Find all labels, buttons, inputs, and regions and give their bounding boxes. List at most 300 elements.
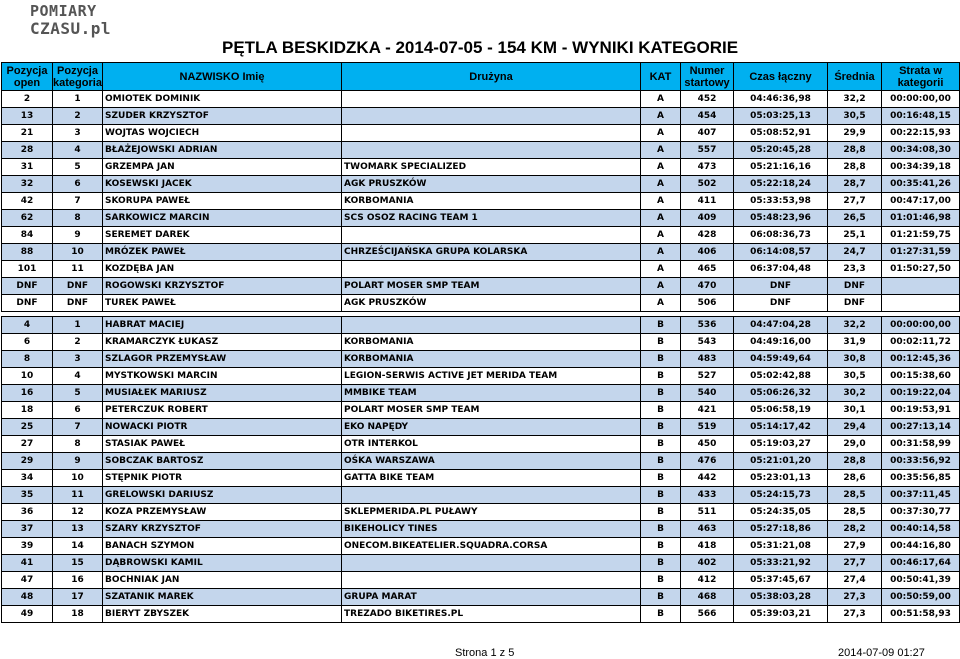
cell-category-gap <box>882 295 960 312</box>
cell-team: OTR INTERKOL <box>342 436 641 453</box>
cell-name: HABRAT MACIEJ <box>103 317 342 334</box>
cell-team: KORBOMANIA <box>342 351 641 368</box>
table-row <box>2 504 960 521</box>
cell-open-position: 37 <box>2 521 53 538</box>
cell-name: SKORUPA PAWEŁ <box>103 193 342 210</box>
cell-total-time: 05:33:53,98 <box>734 193 828 210</box>
cell-open-position: 35 <box>2 487 53 504</box>
cell-name: GRZEMPA JAN <box>103 159 342 176</box>
print-datetime: 2014-07-09 01:27 <box>838 647 925 659</box>
cell-category-position: 11 <box>53 487 103 504</box>
cell-start-number: 483 <box>681 351 734 368</box>
cell-category-position: 5 <box>53 385 103 402</box>
cell-category-gap: 00:50:59,00 <box>882 589 960 606</box>
cell-category: B <box>641 436 681 453</box>
cell-name: GRELOWSKI DARIUSZ <box>103 487 342 504</box>
cell-average-speed: 28,5 <box>828 487 882 504</box>
cell-category: B <box>641 487 681 504</box>
cell-team: MMBIKE TEAM <box>342 385 641 402</box>
table-row <box>2 159 960 176</box>
cell-category-position: 1 <box>53 91 103 108</box>
cell-open-position: 47 <box>2 572 53 589</box>
cell-name: STASIAK PAWEŁ <box>103 436 342 453</box>
cell-category-position: 11 <box>53 261 103 278</box>
cell-category-gap: 00:35:56,85 <box>882 470 960 487</box>
cell-name: BANACH SZYMON <box>103 538 342 555</box>
cell-total-time: 04:47:04,28 <box>734 317 828 334</box>
cell-start-number: 452 <box>681 91 734 108</box>
cell-total-time: 05:23:01,13 <box>734 470 828 487</box>
cell-open-position: 84 <box>2 227 53 244</box>
cell-start-number: 465 <box>681 261 734 278</box>
cell-total-time: 05:20:45,28 <box>734 142 828 159</box>
cell-name: ROGOWSKI KRZYSZTOF <box>103 278 342 295</box>
cell-start-number: 468 <box>681 589 734 606</box>
cell-category: B <box>641 368 681 385</box>
cell-category-gap <box>882 278 960 295</box>
cell-total-time: 05:39:03,21 <box>734 606 828 623</box>
cell-team <box>342 125 641 142</box>
cell-category-position: 9 <box>53 227 103 244</box>
cell-average-speed: 29,0 <box>828 436 882 453</box>
cell-start-number: 476 <box>681 453 734 470</box>
cell-category: B <box>641 385 681 402</box>
table-row <box>2 210 960 227</box>
cell-category: B <box>641 317 681 334</box>
cell-open-position: 4 <box>2 317 53 334</box>
cell-team <box>342 555 641 572</box>
table-row <box>2 538 960 555</box>
cell-category-gap: 00:19:53,91 <box>882 402 960 419</box>
cell-open-position: 6 <box>2 334 53 351</box>
table-row <box>2 521 960 538</box>
cell-total-time: 05:38:03,28 <box>734 589 828 606</box>
cell-category-gap: 00:00:00,00 <box>882 91 960 108</box>
cell-category-gap: 00:40:14,58 <box>882 521 960 538</box>
cell-total-time: 05:24:15,73 <box>734 487 828 504</box>
table-row <box>2 555 960 572</box>
cell-name: KOSEWSKI JACEK <box>103 176 342 193</box>
cell-team <box>342 91 641 108</box>
logo-line-2: CZASU.pl <box>30 19 112 38</box>
cell-average-speed: 31,9 <box>828 334 882 351</box>
cell-category-gap: 00:50:41,39 <box>882 572 960 589</box>
cell-start-number: 506 <box>681 295 734 312</box>
table-row <box>2 470 960 487</box>
cell-start-number: 473 <box>681 159 734 176</box>
cell-name: SZATANIK MAREK <box>103 589 342 606</box>
table-row <box>2 572 960 589</box>
cell-category-position: 4 <box>53 368 103 385</box>
cell-category-position: 2 <box>53 108 103 125</box>
cell-start-number: 402 <box>681 555 734 572</box>
cell-average-speed: 30,5 <box>828 108 882 125</box>
cell-category-position: 13 <box>53 521 103 538</box>
cell-category: B <box>641 402 681 419</box>
cell-name: MRÓZEK PAWEŁ <box>103 244 342 261</box>
cell-name: MYSTKOWSKI MARCIN <box>103 368 342 385</box>
header-category-position: Pozycja kategoria <box>53 64 102 89</box>
cell-total-time: 06:37:04,48 <box>734 261 828 278</box>
cell-average-speed: 27,4 <box>828 572 882 589</box>
cell-total-time: 06:08:36,73 <box>734 227 828 244</box>
cell-category-position: 1 <box>53 317 103 334</box>
cell-category-gap: 00:00:00,00 <box>882 317 960 334</box>
table-row <box>2 436 960 453</box>
table-row <box>2 419 960 436</box>
cell-start-number: 442 <box>681 470 734 487</box>
cell-average-speed: 25,1 <box>828 227 882 244</box>
cell-team <box>342 142 641 159</box>
cell-total-time: 05:33:21,92 <box>734 555 828 572</box>
header-total-time: Czas łączny <box>734 63 828 91</box>
cell-open-position: 16 <box>2 385 53 402</box>
cell-category: A <box>641 227 681 244</box>
cell-start-number: 557 <box>681 142 734 159</box>
cell-total-time: 06:14:08,57 <box>734 244 828 261</box>
cell-name: OMIOTEK DOMINIK <box>103 91 342 108</box>
cell-total-time: 05:14:17,42 <box>734 419 828 436</box>
cell-team: OŚKA WARSZAWA <box>342 453 641 470</box>
cell-category-gap: 00:46:17,64 <box>882 555 960 572</box>
cell-open-position: 101 <box>2 261 53 278</box>
cell-team: LEGION-SERWIS ACTIVE JET MERIDA TEAM <box>342 368 641 385</box>
cell-average-speed: 27,3 <box>828 589 882 606</box>
cell-category: B <box>641 572 681 589</box>
cell-name: KRAMARCZYK ŁUKASZ <box>103 334 342 351</box>
cell-category: B <box>641 351 681 368</box>
cell-average-speed: 26,5 <box>828 210 882 227</box>
cell-open-position: 41 <box>2 555 53 572</box>
cell-open-position: 18 <box>2 402 53 419</box>
results-table <box>1 62 960 623</box>
cell-category: B <box>641 606 681 623</box>
cell-name: SOBCZAK BARTOSZ <box>103 453 342 470</box>
cell-name: SZARY KRZYSZTOF <box>103 521 342 538</box>
cell-open-position: 29 <box>2 453 53 470</box>
cell-category-gap: 00:33:56,92 <box>882 453 960 470</box>
cell-total-time: 05:06:26,32 <box>734 385 828 402</box>
table-row <box>2 193 960 210</box>
cell-team: POLART MOSER SMP TEAM <box>342 402 641 419</box>
cell-start-number: 463 <box>681 521 734 538</box>
cell-team <box>342 487 641 504</box>
cell-name: SEREMET DAREK <box>103 227 342 244</box>
cell-category-gap: 00:34:39,18 <box>882 159 960 176</box>
cell-start-number: 527 <box>681 368 734 385</box>
cell-category: A <box>641 210 681 227</box>
cell-total-time: 05:37:45,67 <box>734 572 828 589</box>
cell-category-position: 8 <box>53 436 103 453</box>
cell-open-position: 8 <box>2 351 53 368</box>
cell-category: B <box>641 555 681 572</box>
cell-average-speed: 30,8 <box>828 351 882 368</box>
cell-category-gap: 00:44:16,80 <box>882 538 960 555</box>
cell-start-number: 450 <box>681 436 734 453</box>
cell-start-number: 566 <box>681 606 734 623</box>
cell-team <box>342 261 641 278</box>
cell-category: A <box>641 142 681 159</box>
cell-start-number: 409 <box>681 210 734 227</box>
cell-team: AGK PRUSZKÓW <box>342 295 641 312</box>
cell-category-gap: 01:50:27,50 <box>882 261 960 278</box>
table-row <box>2 351 960 368</box>
cell-open-position: 88 <box>2 244 53 261</box>
cell-category-position: 6 <box>53 176 103 193</box>
cell-open-position: 42 <box>2 193 53 210</box>
cell-average-speed: 28,8 <box>828 453 882 470</box>
cell-category-position: 3 <box>53 351 103 368</box>
cell-category-position: 10 <box>53 244 103 261</box>
cell-open-position: DNF <box>2 278 53 295</box>
cell-category-position: 16 <box>53 572 103 589</box>
header-start-number: Numer startowy <box>681 63 734 91</box>
cell-open-position: 34 <box>2 470 53 487</box>
cell-category-gap: 00:27:13,14 <box>882 419 960 436</box>
cell-team: CHRZEŚCIJAŃSKA GRUPA KOLARSKA <box>342 244 641 261</box>
cell-start-number: 418 <box>681 538 734 555</box>
table-row <box>2 402 960 419</box>
cell-open-position: 28 <box>2 142 53 159</box>
cell-start-number: 540 <box>681 385 734 402</box>
cell-average-speed: 30,5 <box>828 368 882 385</box>
cell-open-position: 25 <box>2 419 53 436</box>
cell-category-gap: 00:34:08,30 <box>882 142 960 159</box>
cell-team: BIKEHOLICY TINES <box>342 521 641 538</box>
table-row <box>2 142 960 159</box>
cell-category-position: 7 <box>53 193 103 210</box>
cell-name: SARKOWICZ MARCIN <box>103 210 342 227</box>
cell-category-gap: 01:01:46,98 <box>882 210 960 227</box>
cell-start-number: 519 <box>681 419 734 436</box>
cell-category: A <box>641 244 681 261</box>
cell-average-speed: 28,5 <box>828 504 882 521</box>
cell-category-position: 14 <box>53 538 103 555</box>
table-row <box>2 91 960 108</box>
table-row <box>2 227 960 244</box>
cell-open-position: 62 <box>2 210 53 227</box>
cell-average-speed: DNF <box>828 295 882 312</box>
cell-open-position: 10 <box>2 368 53 385</box>
cell-name: MUSIAŁEK MARIUSZ <box>103 385 342 402</box>
cell-team: POLART MOSER SMP TEAM <box>342 278 641 295</box>
cell-total-time: 05:08:52,91 <box>734 125 828 142</box>
cell-open-position: 13 <box>2 108 53 125</box>
cell-name: KOZDĘBA JAN <box>103 261 342 278</box>
cell-category-position: 12 <box>53 504 103 521</box>
cell-open-position: 21 <box>2 125 53 142</box>
cell-open-position: 2 <box>2 91 53 108</box>
cell-total-time: 05:21:16,16 <box>734 159 828 176</box>
header-team: Drużyna <box>342 63 641 91</box>
cell-average-speed: 24,7 <box>828 244 882 261</box>
cell-open-position: 32 <box>2 176 53 193</box>
cell-category: A <box>641 91 681 108</box>
cell-category-gap: 00:31:58,99 <box>882 436 960 453</box>
cell-name: SZLAGOR PRZEMYSŁAW <box>103 351 342 368</box>
cell-name: BŁAŻEJOWSKI ADRIAN <box>103 142 342 159</box>
cell-open-position: 39 <box>2 538 53 555</box>
cell-category: A <box>641 108 681 125</box>
cell-name: BOCHNIAK JAN <box>103 572 342 589</box>
cell-team: GRUPA MARAT <box>342 589 641 606</box>
cell-category-gap: 01:21:59,75 <box>882 227 960 244</box>
cell-average-speed: 28,8 <box>828 159 882 176</box>
cell-open-position: 36 <box>2 504 53 521</box>
cell-category: A <box>641 295 681 312</box>
cell-category: A <box>641 125 681 142</box>
cell-average-speed: DNF <box>828 278 882 295</box>
cell-average-speed: 32,2 <box>828 91 882 108</box>
cell-category: B <box>641 521 681 538</box>
cell-average-speed: 27,9 <box>828 538 882 555</box>
cell-open-position: 49 <box>2 606 53 623</box>
table-row <box>2 261 960 278</box>
cell-name: PETERCZUK ROBERT <box>103 402 342 419</box>
cell-category-gap: 00:35:41,26 <box>882 176 960 193</box>
cell-category-gap: 00:22:15,93 <box>882 125 960 142</box>
cell-category-gap: 00:47:17,00 <box>882 193 960 210</box>
cell-average-speed: 29,4 <box>828 419 882 436</box>
cell-category-position: 15 <box>53 555 103 572</box>
cell-category-position: 3 <box>53 125 103 142</box>
cell-category-gap: 00:37:30,77 <box>882 504 960 521</box>
cell-total-time: DNF <box>734 295 828 312</box>
cell-open-position: 31 <box>2 159 53 176</box>
cell-average-speed: 27,3 <box>828 606 882 623</box>
cell-category-position: DNF <box>53 295 103 312</box>
table-row <box>2 385 960 402</box>
cell-start-number: 407 <box>681 125 734 142</box>
cell-start-number: 412 <box>681 572 734 589</box>
cell-team <box>342 317 641 334</box>
cell-category-position: 9 <box>53 453 103 470</box>
cell-team: EKO NAPĘDY <box>342 419 641 436</box>
cell-category-gap: 00:51:58,93 <box>882 606 960 623</box>
cell-category: B <box>641 470 681 487</box>
cell-team: ONECOM.BIKEATELIER.SQUADRA.CORSA <box>342 538 641 555</box>
cell-open-position: 48 <box>2 589 53 606</box>
cell-open-position: DNF <box>2 295 53 312</box>
cell-category-position: 8 <box>53 210 103 227</box>
cell-team <box>342 227 641 244</box>
cell-total-time: 04:59:49,64 <box>734 351 828 368</box>
logo-line-1: POMIARY <box>30 2 97 20</box>
cell-name: SZUDER KRZYSZTOF <box>103 108 342 125</box>
cell-average-speed: 29,9 <box>828 125 882 142</box>
cell-average-speed: 30,1 <box>828 402 882 419</box>
cell-name: KOZA PRZEMYSŁAW <box>103 504 342 521</box>
cell-category: A <box>641 193 681 210</box>
table-row <box>2 453 960 470</box>
page-number: Strona 1 z 5 <box>455 647 515 659</box>
cell-average-speed: 23,3 <box>828 261 882 278</box>
cell-average-speed: 28,7 <box>828 176 882 193</box>
cell-category-position: 17 <box>53 589 103 606</box>
cell-total-time: 05:31:21,08 <box>734 538 828 555</box>
cell-category-position: 10 <box>53 470 103 487</box>
cell-total-time: 05:24:35,05 <box>734 504 828 521</box>
cell-team <box>342 572 641 589</box>
table-row <box>2 487 960 504</box>
cell-team: TWOMARK SPECIALIZED <box>342 159 641 176</box>
cell-team: SKLEPMERIDA.PL PUŁAWY <box>342 504 641 521</box>
cell-category-gap: 00:16:48,15 <box>882 108 960 125</box>
cell-category-position: DNF <box>53 278 103 295</box>
table-row <box>2 125 960 142</box>
table-row <box>2 317 960 334</box>
cell-total-time: 05:27:18,86 <box>734 521 828 538</box>
cell-category-gap: 00:19:22,04 <box>882 385 960 402</box>
header-name: NAZWISKO Imię <box>103 63 342 91</box>
cell-start-number: 543 <box>681 334 734 351</box>
cell-start-number: 428 <box>681 227 734 244</box>
cell-category-gap: 00:15:38,60 <box>882 368 960 385</box>
cell-category: B <box>641 334 681 351</box>
cell-category: B <box>641 453 681 470</box>
cell-total-time: 05:22:18,24 <box>734 176 828 193</box>
table-row <box>2 108 960 125</box>
cell-category-position: 6 <box>53 402 103 419</box>
cell-total-time: 05:06:58,19 <box>734 402 828 419</box>
cell-total-time: 05:21:01,20 <box>734 453 828 470</box>
cell-category-gap: 00:12:45,36 <box>882 351 960 368</box>
cell-category: B <box>641 589 681 606</box>
cell-category: B <box>641 419 681 436</box>
table-row <box>2 295 960 312</box>
table-row <box>2 334 960 351</box>
cell-category-gap: 00:37:11,45 <box>882 487 960 504</box>
cell-total-time: 05:03:25,13 <box>734 108 828 125</box>
cell-start-number: 406 <box>681 244 734 261</box>
header-category-gap: Strata w kategorii <box>882 63 960 91</box>
cell-category-position: 18 <box>53 606 103 623</box>
cell-average-speed: 28,6 <box>828 470 882 487</box>
cell-name: STĘPNIK PIOTR <box>103 470 342 487</box>
cell-team: GATTA BIKE TEAM <box>342 470 641 487</box>
cell-team: KORBOMANIA <box>342 334 641 351</box>
cell-team: AGK PRUSZKÓW <box>342 176 641 193</box>
cell-start-number: 536 <box>681 317 734 334</box>
header-open-position: Pozycja open <box>2 63 53 91</box>
cell-team: SCS OSOZ RACING TEAM 1 <box>342 210 641 227</box>
cell-name: TUREK PAWEŁ <box>103 295 342 312</box>
cell-category: A <box>641 176 681 193</box>
cell-category: B <box>641 538 681 555</box>
cell-average-speed: 28,8 <box>828 142 882 159</box>
cell-total-time: 04:49:16,00 <box>734 334 828 351</box>
cell-category-position: 7 <box>53 419 103 436</box>
cell-average-speed: 28,2 <box>828 521 882 538</box>
cell-name: DĄBROWSKI KAMIL <box>103 555 342 572</box>
cell-category: A <box>641 159 681 176</box>
cell-team: TREZADO BIKETIRES.PL <box>342 606 641 623</box>
cell-category: B <box>641 504 681 521</box>
cell-team <box>342 108 641 125</box>
cell-start-number: 411 <box>681 193 734 210</box>
cell-start-number: 454 <box>681 108 734 125</box>
cell-category: A <box>641 278 681 295</box>
table-row <box>2 278 960 295</box>
cell-average-speed: 30,2 <box>828 385 882 402</box>
header-category: KAT <box>641 63 681 91</box>
table-row <box>2 244 960 261</box>
cell-name: NOWACKI PIOTR <box>103 419 342 436</box>
cell-total-time: 05:48:23,96 <box>734 210 828 227</box>
page-title: PĘTLA BESKIDZKA - 2014-07-05 - 154 KM - WYNIKI KATEGORIE <box>222 38 739 57</box>
results-body <box>2 91 960 623</box>
cell-start-number: 511 <box>681 504 734 521</box>
